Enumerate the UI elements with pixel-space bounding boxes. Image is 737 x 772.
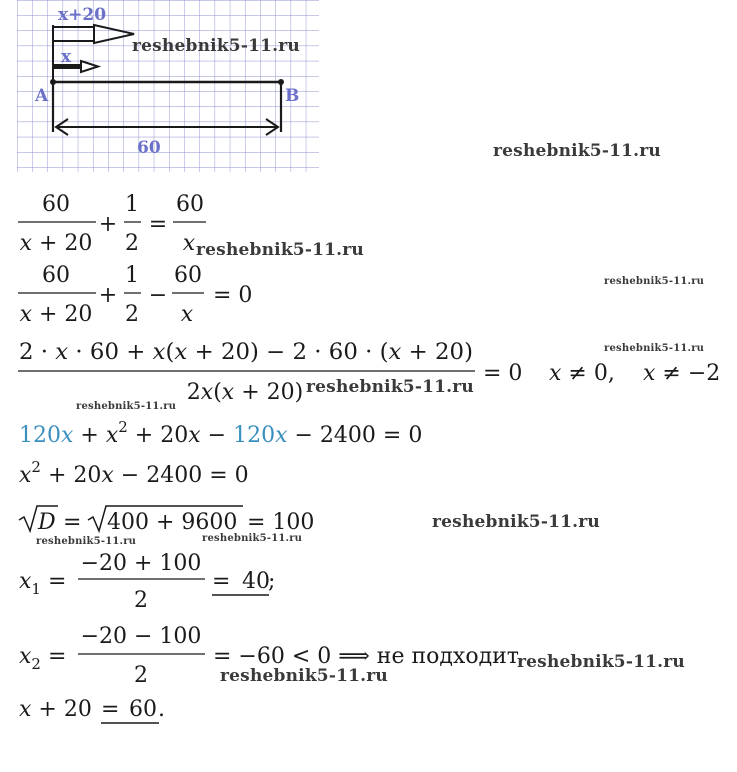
svg-text:x1 =: $x_1$ =: [19, 569, 74, 598]
label-x-plus-20: x+20: [58, 5, 107, 25]
watermark: reshebnik5-11.ru: [493, 141, 661, 161]
svg-text:x ≠ 0,: x ≠ 0,: [549, 361, 615, 386]
watermark: reshebnik5-11.ru: [306, 377, 474, 397]
svg-text:= −60 < 0 ⟹ не подходит: = −60 < 0 ⟹ не подходит: [213, 644, 519, 669]
svg-text:2: 2: [125, 302, 139, 327]
svg-text:x + 20: x + 20: [19, 231, 93, 256]
point-b: [278, 79, 284, 85]
equation-line-1: [18, 192, 206, 256]
svg-text:+: +: [98, 212, 118, 237]
equation-line-6: [19, 506, 314, 535]
svg-text:= 0: = 0: [213, 283, 253, 308]
svg-text:−: −: [148, 283, 168, 308]
svg-text:= 100: = 100: [240, 510, 315, 535]
svg-text:=: =: [212, 569, 231, 594]
svg-text:x2 + 20x − 2400 = 0: $x^2 + 20x - 2400 = 0$: [19, 458, 249, 488]
svg-text:60: 60: [176, 192, 204, 217]
svg-text:x ≠ −2: x ≠ −2: [643, 361, 721, 386]
equation-line-9: [19, 697, 165, 723]
svg-text:2: 2: [125, 231, 139, 256]
svg-text:x + 20: x + 20: [19, 302, 93, 327]
svg-text:x + 20: x + 20: [19, 697, 99, 722]
watermark: reshebnik5-11.ru: [76, 401, 177, 412]
svg-text:+: +: [98, 283, 118, 308]
svg-text:2: 2: [134, 588, 148, 613]
svg-text:1: 1: [125, 192, 139, 217]
watermark: reshebnik5-11.ru: [604, 343, 705, 354]
svg-text:120x + x2 + 20x − 120x − 2400: $120x + x^2 + 20x - 120x - 2400 = 0$: [19, 418, 423, 448]
equation-line-5: [19, 458, 249, 488]
svg-text:2 · x · 60 + x(x + 20) − 2 · 6: 2 · x · 60 + x(x + 20) − 2 · 60 · ( x + 20): [19, 340, 471, 365]
svg-text:−20 − 100: −20 − 100: [80, 624, 202, 649]
watermark: reshebnik5-11.ru: [202, 533, 303, 544]
svg-text:60: 60: [42, 263, 70, 288]
svg-text:=: =: [101, 697, 120, 722]
grid-background: [17, 0, 319, 172]
watermark: reshebnik5-11.ru: [132, 36, 300, 56]
label-60: 60: [137, 138, 161, 158]
svg-text:x: x: [180, 302, 194, 327]
label-b: B: [285, 86, 300, 106]
svg-text:60: 60: [42, 192, 70, 217]
svg-text:;: ;: [268, 569, 276, 594]
svg-text:=: =: [56, 510, 89, 535]
svg-text:60: 60: [174, 263, 202, 288]
watermark: reshebnik5-11.ru: [220, 666, 388, 686]
svg-text:40: 40: [242, 569, 270, 594]
svg-text:60: 60: [129, 697, 157, 722]
watermark: reshebnik5-11.ru: [36, 536, 137, 547]
svg-text:= 0: = 0: [483, 361, 523, 386]
svg-text:2x(x + 20): 2x(x + 20): [186, 380, 304, 405]
equation-line-7: [19, 551, 275, 613]
svg-text:.: .: [158, 697, 165, 722]
svg-text:=: =: [148, 212, 168, 237]
svg-text:x2 =: $x_2$ =: [19, 644, 74, 673]
svg-text:x: x: [182, 231, 196, 256]
label-x: x: [61, 47, 72, 67]
watermark: reshebnik5-11.ru: [432, 512, 600, 532]
svg-text:D: D: [38, 510, 56, 535]
equation-line-4: [19, 418, 422, 448]
motion-diagram: [17, 0, 319, 172]
svg-text:1: 1: [125, 263, 139, 288]
watermark: reshebnik5-11.ru: [517, 652, 685, 672]
svg-text:400 + 9600: 400 + 9600: [107, 510, 238, 535]
svg-text:2: 2: [134, 663, 148, 688]
label-a: A: [35, 86, 49, 106]
watermark: reshebnik5-11.ru: [196, 240, 364, 260]
equation-line-2: [18, 263, 252, 327]
svg-text:−20 + 100: −20 + 100: [80, 551, 202, 576]
watermark: reshebnik5-11.ru: [604, 276, 705, 287]
